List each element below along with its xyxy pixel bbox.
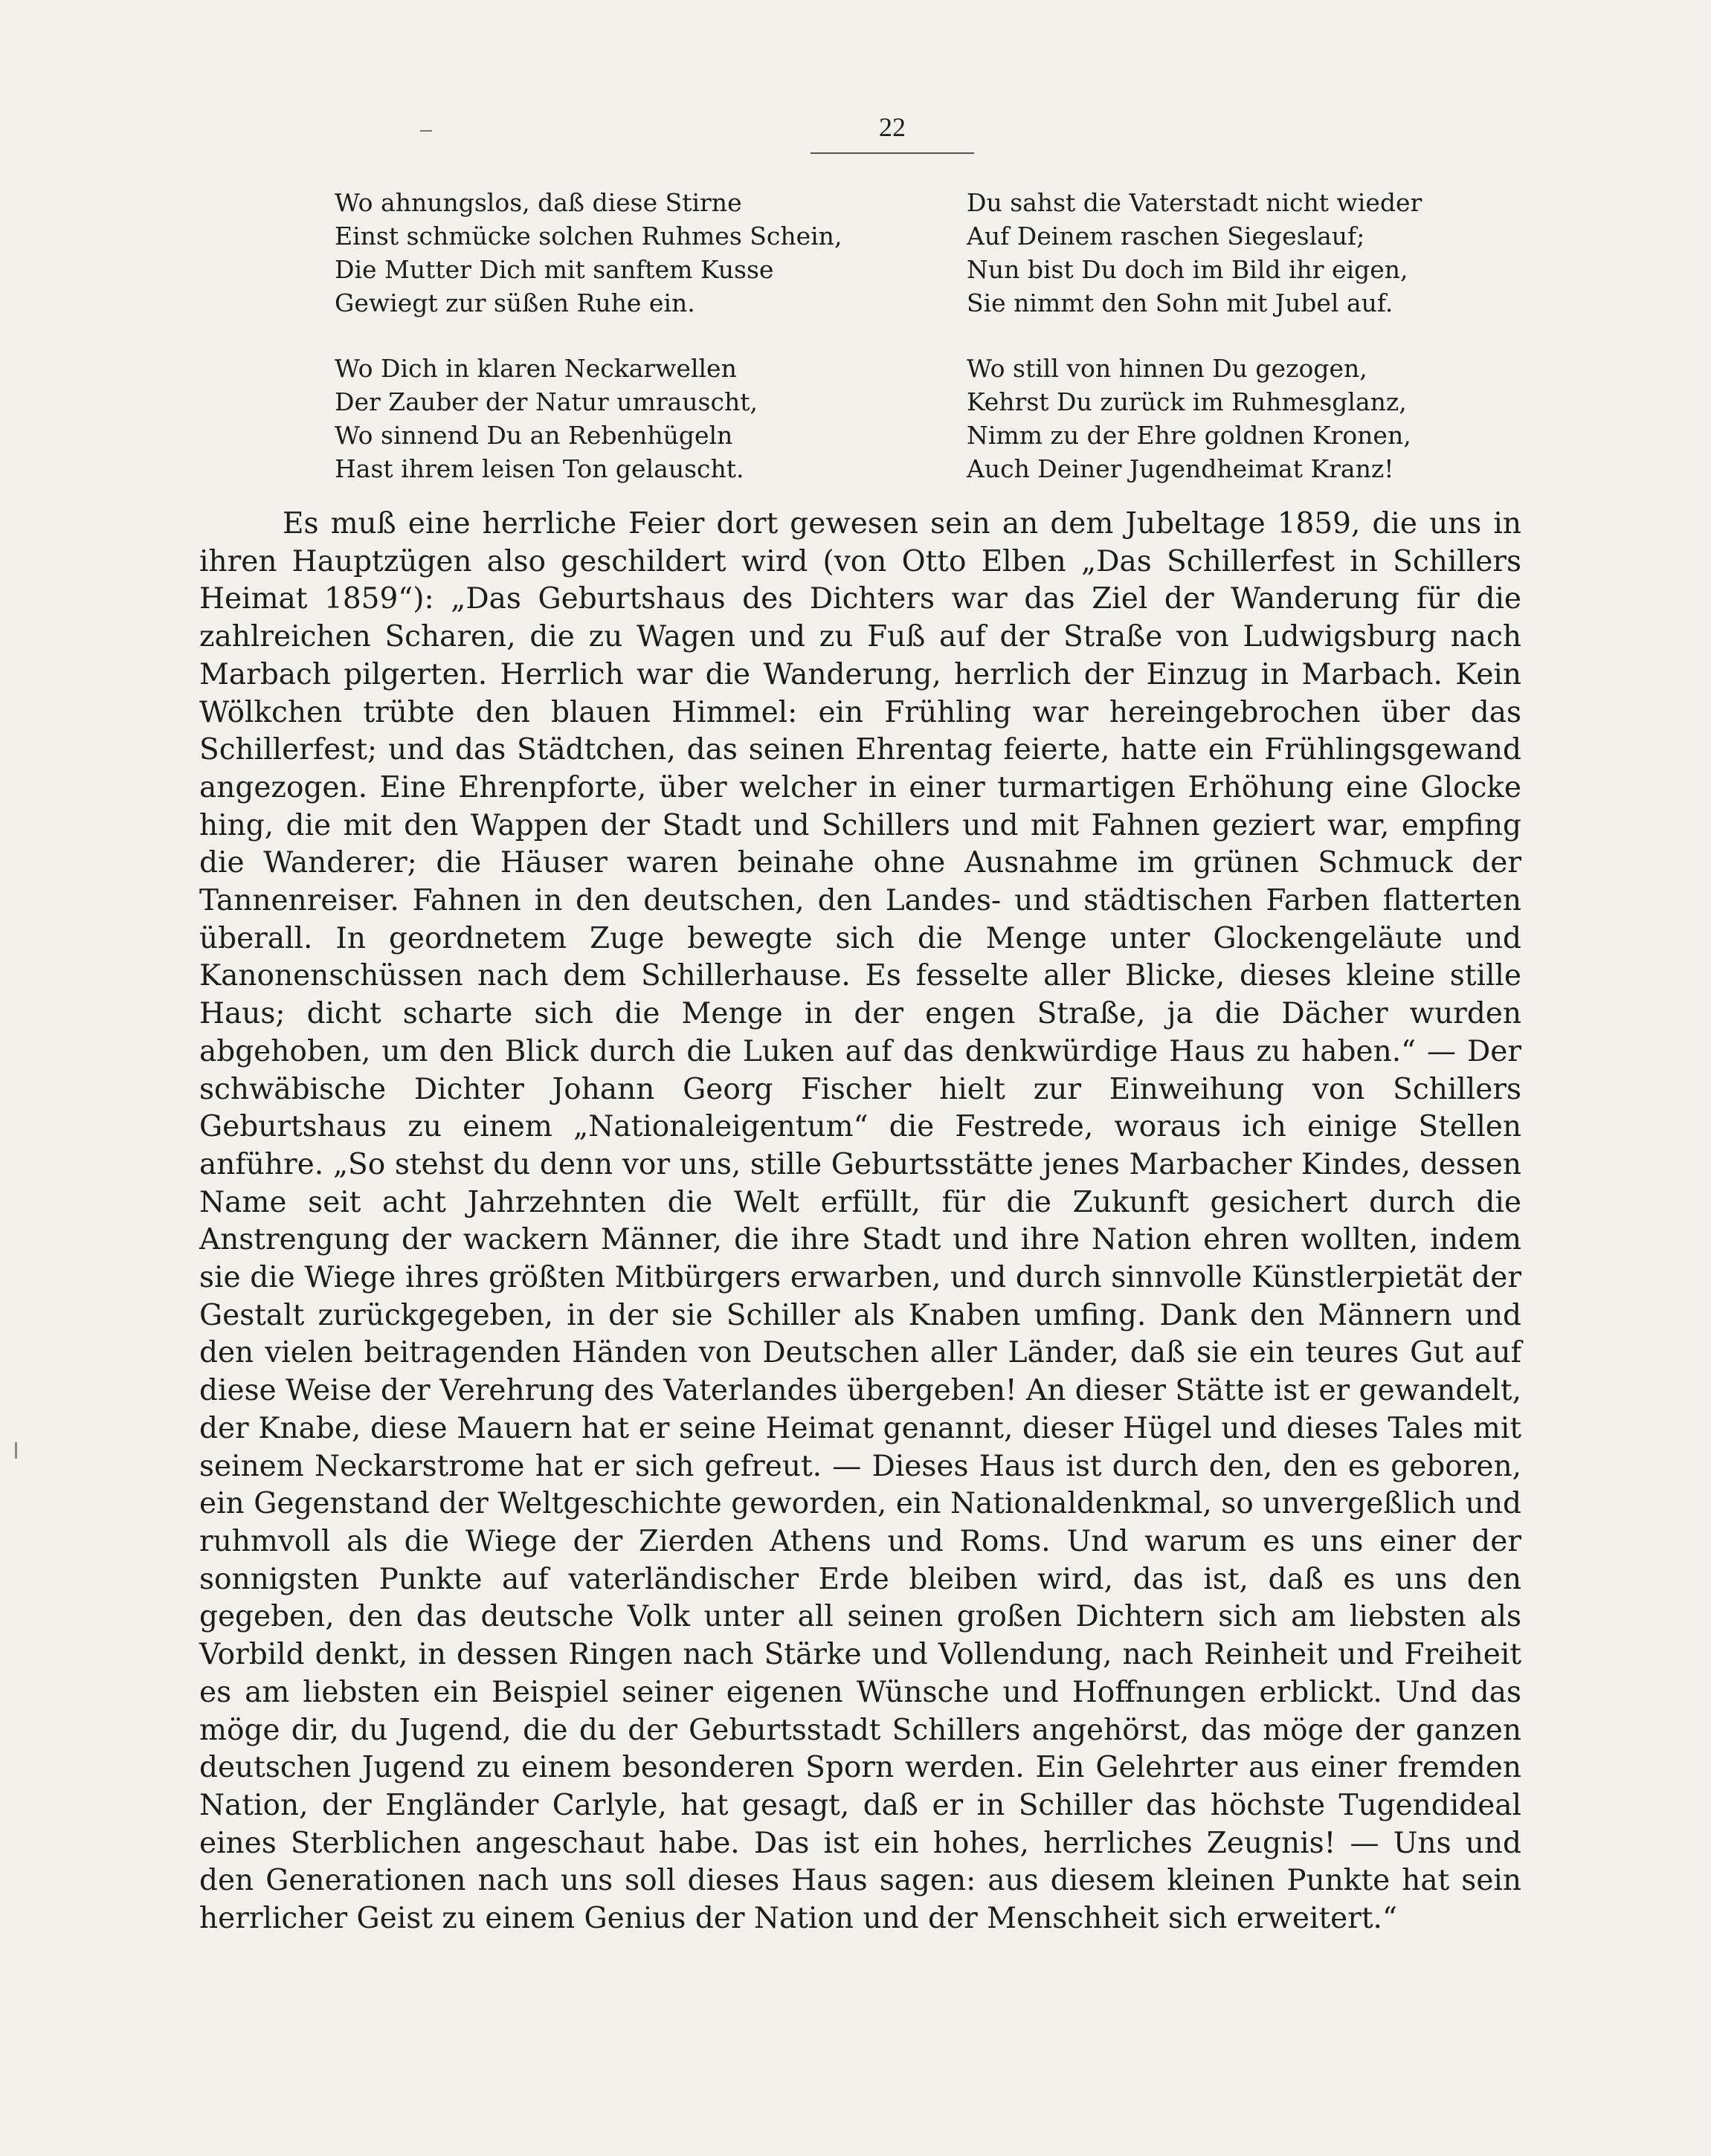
poem-verse: Der Zauber der Natur umrauscht, (335, 387, 758, 416)
poem-verse: Auf Deinem raschen Siegeslauf; (967, 222, 1365, 251)
prose-paragraph: Es muß eine herrliche Feier dort gewesen sein an dem Jubeltage 1859, die uns in ihren Hauptzügen also geschildert wird (von Otto Elben „Das Schillerfest in Schillers Heimat 1859“): „Das Geburtshaus des Dichters war das Ziel der Wanderung für die zahlreichen Scharen, die zu Wagen und zu Fuß auf der Straße von Ludwigsburg nach Marbach pilgerten. Herrlich war die Wanderung, herrlich der Einzug in Marbach. Kein Wölkchen trübte den blauen Himmel: ein Frühling war hereingebrochen über das Schillerfest; und das Städtchen, das seinen Ehrentag feierte, hatte ein Frühlingsgewand angezogen. Eine Ehrenpforte, über welcher in einer turmartigen Erhöhung eine Glocke hing, die mit den Wappen der Stadt und Schillers und mit Fahnen geziert war, empfing die Wanderer; die Häuser waren beinahe ohne Ausnahme im grünen Schmuck der Tannenreiser. Fahnen in den deutschen, den Landes- und städtischen Farben flatterten überall. In geordnetem Zuge bewegte sich die Menge unter Glockengeläute und Kanonenschüssen nach dem Schillerhause. Es fesselte aller Blicke, dieses kleine stille Haus; dicht scharte sich die Menge in der engen Straße, ja die Dächer wurden abgehoben, um den Blick durch die Luken auf das denkwürdige Haus zu haben.“ — Der schwäbische Dichter Johann Georg Fischer hielt zur Einweihung von Schillers Geburtshaus zu einem „Nationaleigentum“ die Festrede, woraus ich einige Stellen anführe. „So stehst du denn vor uns, stille Geburtsstätte jenes Marbacher Kindes, dessen Name seit acht Jahrzehnten die Welt erfüllt, für die Zukunft gesichert durch die Anstrengung der wackern Männer, die ihre Stadt und ihre Nation ehren wollten, indem sie die Wiege ihres größten Mitbürgers erwarben, und durch sinnvolle Künstlerpietät der Gestalt zurückgegeben, in der sie Schiller als Knaben umfing. Dank den Männern und den vielen beitragenden Händen von Deutschen aller Länder, daß sie ein teures Gut auf diese Weise der Verehrung des Vaterlandes übergeben! An dieser Stätte ist er gewandelt, der Knabe, diese Mauern hat er seine Heimat genannt, dieser Hügel und dieses Tales mit seinem Neckarstrome hat er sich gefreut. — Dieses Haus ist durch den, den es geboren, ein Gegenstand der Weltgeschichte geworden, ein Nationaldenkmal, so unvergeßlich und ruhmvoll als die Wiege der Zierden Athens und Roms. Und warum es uns einer der sonnigsten Punkte auf vaterländischer Erde bleiben wird, das ist, daß es uns den gegeben, den das deutsche Volk unter all seinen großen Dichtern sich am liebsten als Vorbild denkt, in dessen Ringen nach Stärke und Vollendung, nach Reinheit und Freiheit es am liebsten ein Beispiel seiner eigenen Wünsche und Hoffnungen erblickt. Und das möge dir, du Jugend, die du der Geburtsstadt Schillers angehörst, das möge der ganzen deutschen Jugend zu einem besonderen Sporn werden. Ein Gelehrter aus einer fremden Nation, der Engländer Carlyle, hat gesagt, daß er in Schiller das höchste Tugendideal eines Sterblichen angeschaut habe. Das ist ein hohes, herrliches Zeugnis! — Uns und den Generationen nach uns soll dieses Haus sagen: aus diesem kleinen Punkte hat sein herrlicher Geist zu einem Genius der Nation und der Menschheit sich erweitert.“ (199, 507, 1521, 1936)
poem-stanza (967, 186, 1502, 320)
poem-stanza (335, 352, 840, 485)
poem-verse: Nun bist Du doch im Bild ihr eigen, (967, 255, 1408, 284)
prose-body (199, 506, 1521, 1938)
page-number: 22 (879, 112, 906, 142)
poem-stanza (335, 186, 840, 320)
poem-verse: Sie nimmt den Sohn mit Jubel auf. (967, 288, 1393, 317)
poem-verse: Hast ihrem leisen Ton gelauscht. (335, 454, 744, 483)
poem-verse: Einst schmücke solchen Ruhmes Schein, (335, 222, 842, 251)
poem-verse: Nimm zu der Ehre goldnen Kronen, (967, 421, 1411, 450)
poem-verse: Die Mutter Dich mit sanftem Kusse (335, 255, 774, 284)
poem-verse: Du sahst die Vaterstadt nicht wieder (967, 188, 1422, 217)
poem-verse: Wo ahnungslos, daß diese Stirne (335, 188, 742, 217)
poem-left-column (335, 186, 840, 517)
poem-verse: Gewiegt zur süßen Ruhe ein. (335, 288, 695, 317)
poem-verse: Kehrst Du zurück im Ruhmesglanz, (967, 387, 1407, 416)
poem-verse: Auch Deiner Jugendheimat Kranz! (967, 454, 1394, 483)
page-number-rule (811, 152, 974, 154)
poem-verse: Wo Dich in klaren Neckarwellen (335, 354, 737, 383)
poem-verse: Wo still von hinnen Du gezogen, (967, 354, 1367, 383)
margin-tick (15, 1442, 17, 1459)
poem-right-column (967, 186, 1502, 517)
stray-mark (420, 130, 432, 132)
poem-verse: Wo sinnend Du an Rebenhügeln (335, 421, 733, 450)
poem-stanza (967, 352, 1502, 485)
